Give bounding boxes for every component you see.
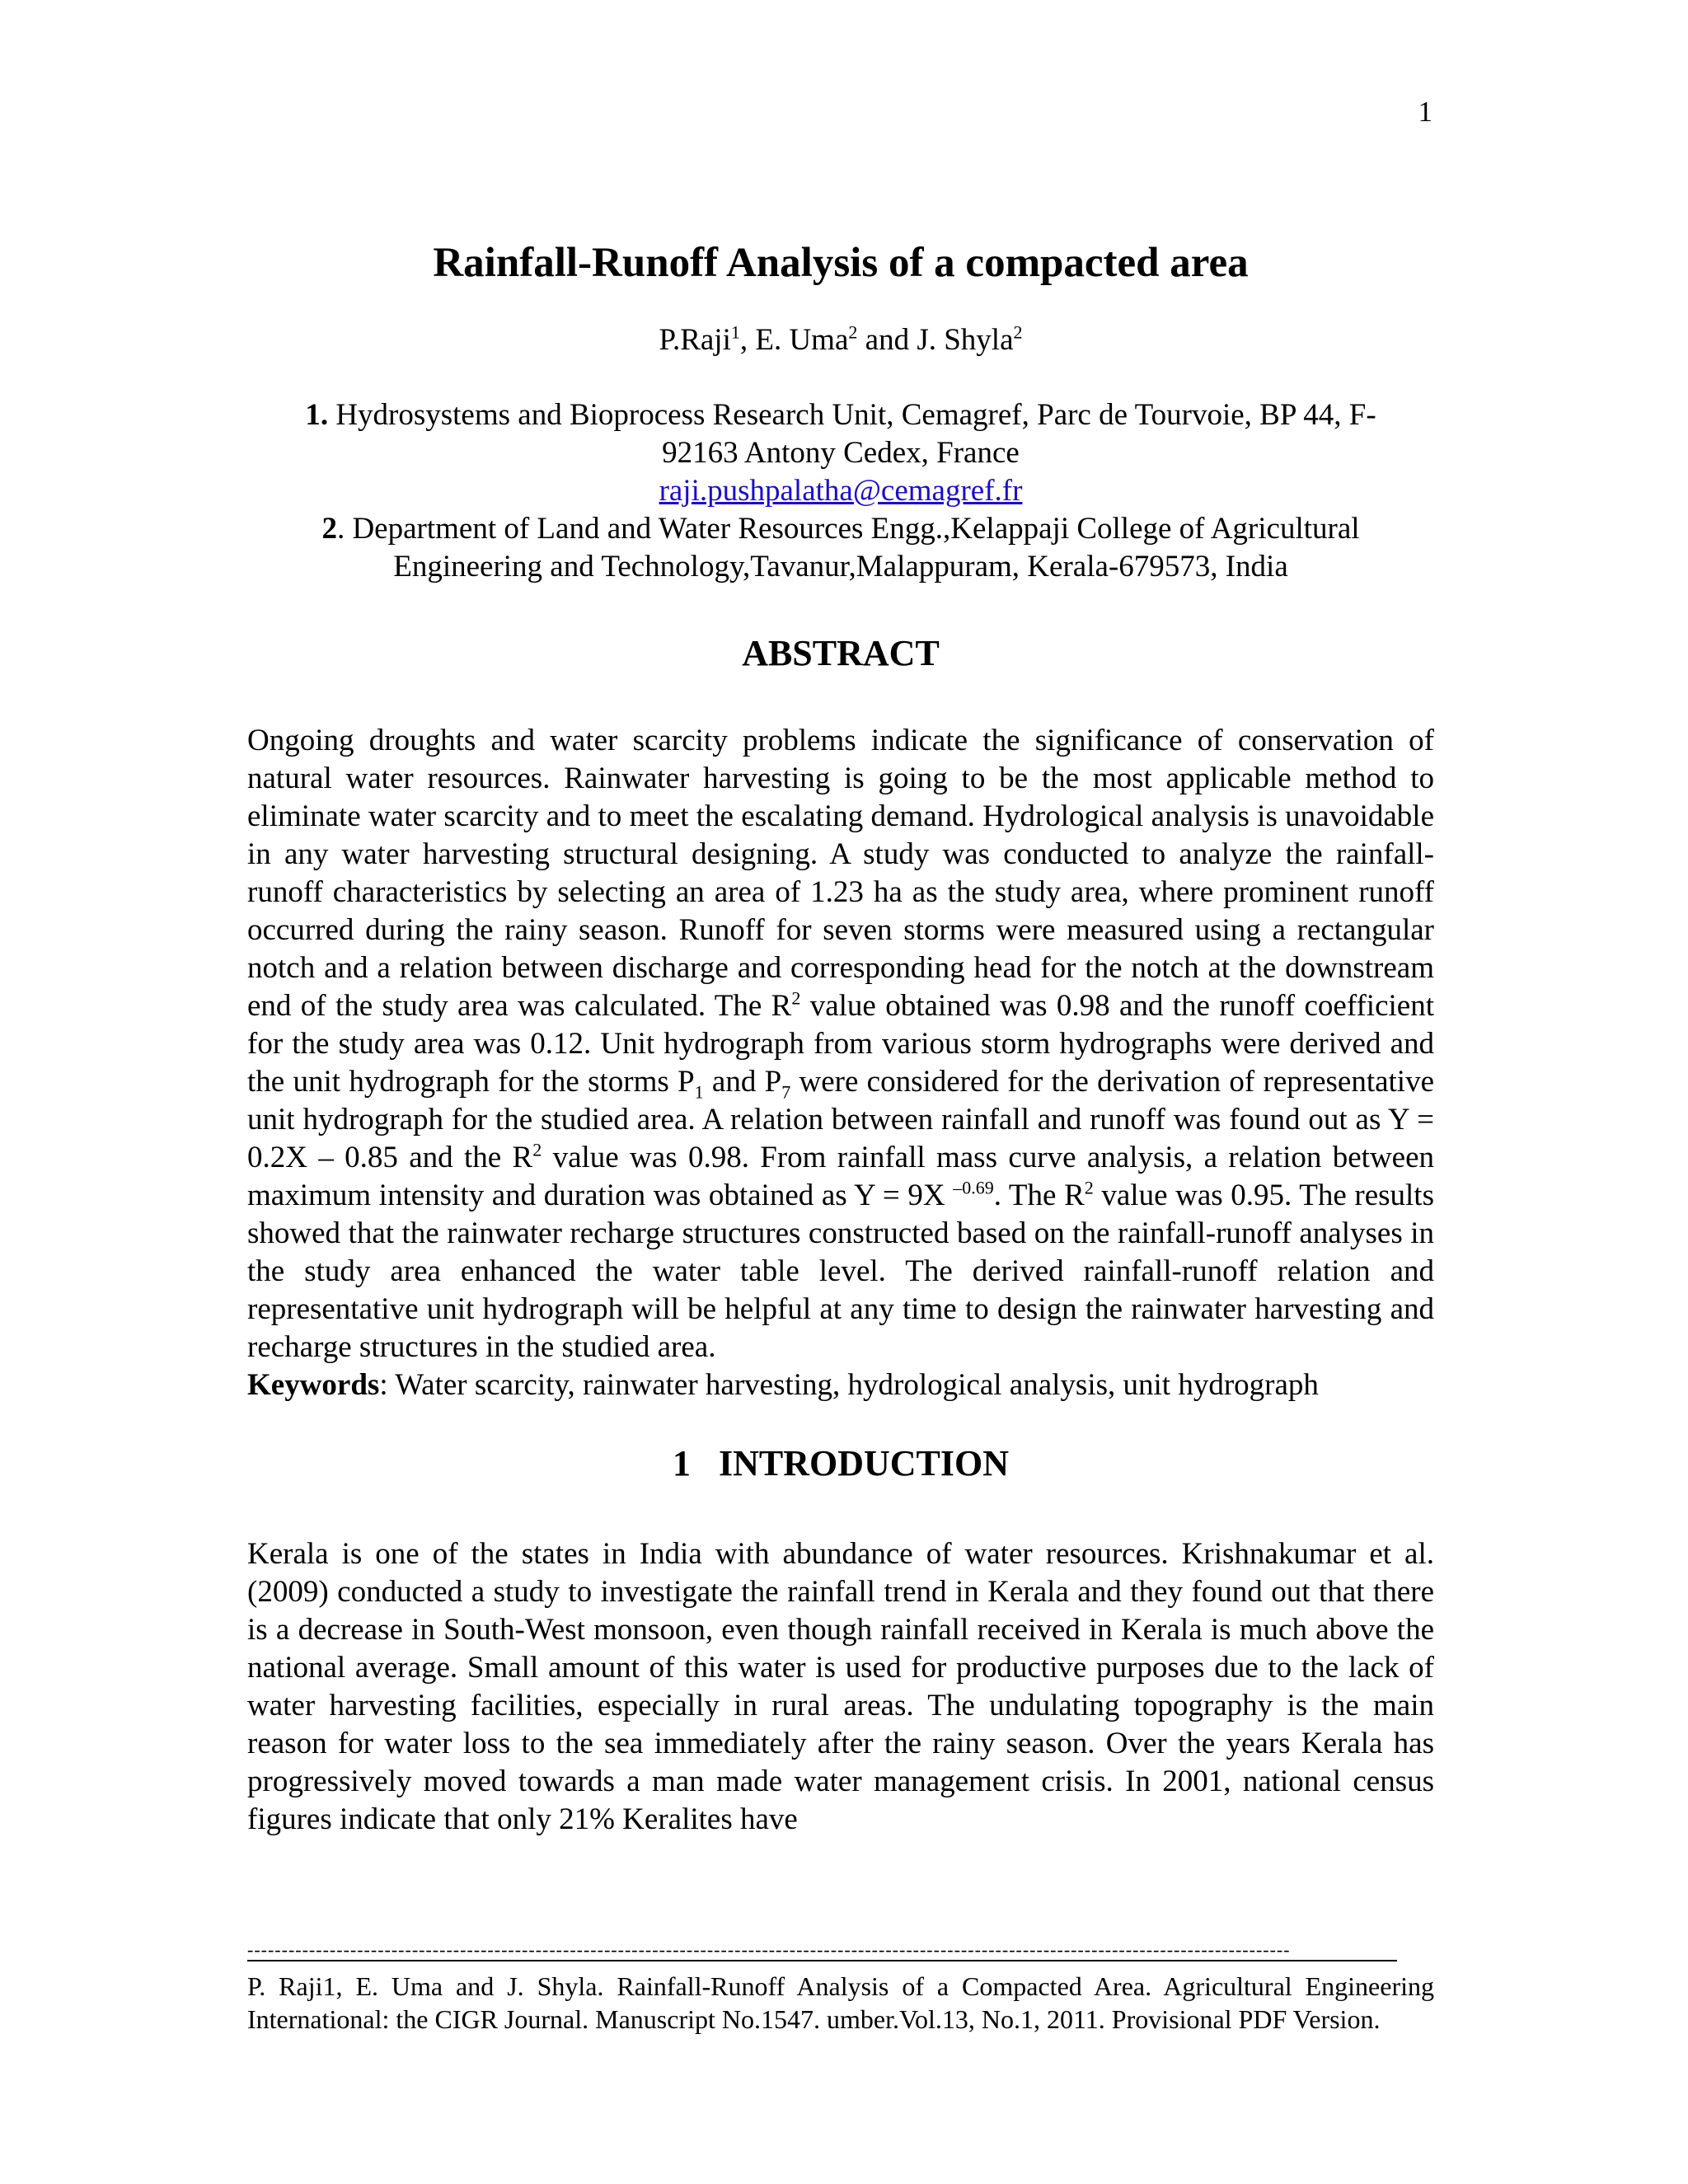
- footer-dashed-rule: --------------------------------------------------------------------------------------------------------------------------------------------------------: [247, 1941, 1291, 1959]
- section-title: INTRODUCTION: [718, 1442, 1010, 1483]
- subscript: 1: [694, 1081, 704, 1103]
- author-affiliation-mark: 2: [1013, 321, 1023, 343]
- abstract-segment: value was 0.95. The results showed that the rainwater recharge structures constructed based on the rainfall-runoff analyses in the study area enhanced the water table level. The derived rainfall-runoff relation and representative unit hydrograph will be helpful at any time to design the rainwater harvesting and recharge structures in the studied area.: [247, 1178, 1434, 1364]
- superscript: 2: [1084, 1177, 1094, 1198]
- paper-body: [247, 239, 1434, 1869]
- affiliation-text: Hydrosystems and Bioprocess Research Unit, Cemagref, Parc de Tourvoie, BP 44, F-92163 Antony Cedex, France: [328, 398, 1376, 471]
- affiliation-number: 1.: [305, 398, 329, 433]
- affiliations: [247, 396, 1434, 586]
- author-name: E. Uma: [755, 322, 849, 357]
- affiliation-number: 2: [321, 512, 337, 546]
- paper-title: Rainfall-Runoff Analysis of a compacted area: [433, 240, 1249, 286]
- keywords-text: : Water scarcity, rainwater harvesting, hydrological analysis, unit hydrograph: [379, 1367, 1319, 1402]
- author-separator: ,: [739, 322, 756, 357]
- author-affiliation-mark: 2: [848, 321, 858, 343]
- superscript: 2: [532, 1139, 542, 1160]
- abstract-segment: were considered for the derivation of representative unit hydrograph for the studied area. A relation between rainfall and runoff was found out as Y = 0.2X – 0.85 and the R: [247, 1064, 1434, 1174]
- email-line: [280, 472, 1401, 510]
- author-list: [247, 322, 1434, 359]
- abstract-segment: value was 0.98. From rainfall mass curve analysis, a relation between maximum intensity and duration was obtained as Y = 9X: [247, 1140, 1435, 1212]
- abstract-heading: ABSTRACT: [742, 633, 940, 674]
- author-separator: and: [857, 322, 917, 357]
- page-number: 1: [1418, 96, 1432, 128]
- affiliation-2: [280, 510, 1401, 586]
- abstract-segment: value obtained was 0.98 and the runoff coefficient for the study area was 0.12. Unit hydrograph from various storm hydrographs were derived and the unit hydrograph for the storms P: [247, 988, 1434, 1099]
- author-name: P.Raji: [659, 322, 731, 357]
- introduction-text: Kerala is one of the states in India with abundance of water resources. Krishnakumar et al. (2009) conducted a study to investigate the rainfall trend in Kerala and they found out that there is a decrease in South-West monsoon, even though rainfall received in Kerala is much above the national average. Small amount of this water is used for productive purposes due to the lack of water harvesting facilities, especially in rural areas. The undulating topography is the main reason for water loss to the sea immediately after the rainy season. Over the years Kerala has progressively moved towards a man made water management crisis. In 2001, national census figures indicate that only 21% Keralites have: [247, 1536, 1434, 1836]
- keywords-label: Keywords: [247, 1367, 380, 1402]
- affiliation-1: [280, 396, 1401, 472]
- abstract-text: [247, 722, 1434, 1366]
- subscript: 7: [781, 1081, 791, 1103]
- footer-rule-line: [247, 1960, 1397, 1961]
- author-name: J. Shyla: [917, 322, 1014, 357]
- abstract-segment: Ongoing droughts and water scarcity problems indicate the significance of conservation of natural water resources. Rainwater harvesting is going to be the most applicable method to eliminate water scarcity and to meet the escalating demand. Hydrological analysis is unavoidable in any water harvesting structural designing. A study was conducted to analyze the rainfall-runoff characteristics by selecting an area of 1.23 ha as the study area, where prominent runoff occurred during the rainy season. Runoff for seven storms were measured using a rectangular notch and a relation between discharge and corresponding head for the notch at the downstream end of the study area was calculated. The R: [247, 723, 1434, 1023]
- affiliation-text: . Department of Land and Water Resources Engg.,Kelappaji College of Agricultural Engineering and Technology,Tavanur,Malappuram, Kerala-679573, India: [336, 512, 1360, 584]
- email-link[interactable]: raji.pushpalatha@cemagref.fr: [659, 474, 1023, 509]
- keywords: [247, 1366, 1434, 1404]
- superscript: –0.69: [953, 1177, 994, 1198]
- superscript: 2: [791, 987, 801, 1009]
- section-number: 1: [672, 1442, 691, 1483]
- introduction-heading: [247, 1442, 1434, 1486]
- author-affiliation-mark: 1: [730, 321, 740, 343]
- abstract-segment: . The R: [993, 1178, 1085, 1212]
- abstract-segment: and P: [703, 1064, 782, 1099]
- footer-citation: P. Raji1, E. Uma and J. Shyla. Rainfall-Runoff Analysis of a Compacted Area. Agricultural Engineering International: the CIGR Journal. Manuscript No.1547. umber.Vol.13, No.1, 2011. Provisional PDF Version.: [247, 1971, 1434, 2034]
